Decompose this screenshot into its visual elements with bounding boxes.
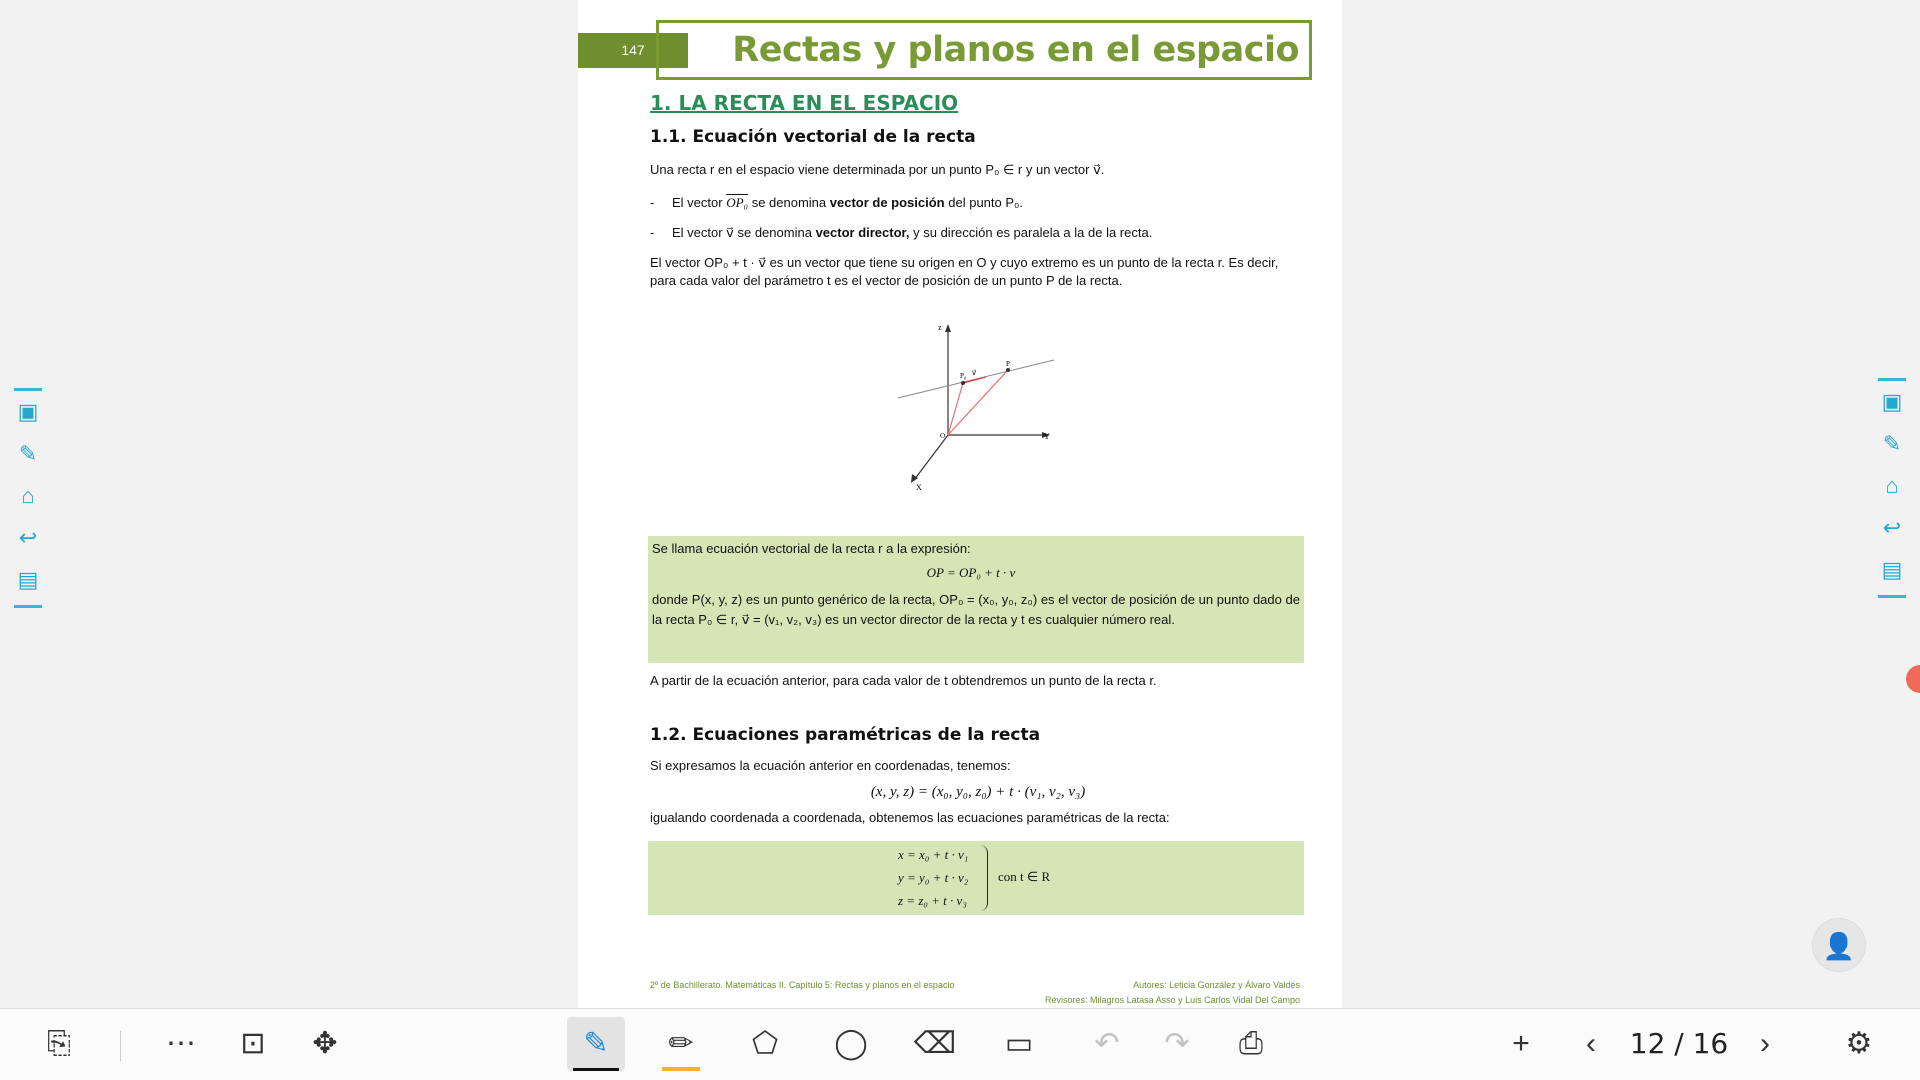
screenshot-icon[interactable]: ⎙	[1239, 1027, 1263, 1060]
brace	[980, 845, 988, 911]
undo-icon[interactable]: ↩	[18, 525, 38, 550]
page-footer-2	[650, 995, 1300, 1005]
footer-authors: Autores: Leticia González y Álvaro Valdés	[1133, 980, 1300, 990]
bullet-list	[650, 194, 1306, 242]
sub2-formula: (x, y, z) = (x₀, y₀, z₀) + t · (v₁, v₂, v₃)	[870, 784, 1086, 800]
document-page	[578, 0, 1342, 1008]
vector-v	[963, 377, 986, 383]
home-icon[interactable]: ⌂	[1885, 473, 1899, 498]
sub2-line2: igualando coordenada a coordenada, obtenemos las ecuaciones paramétricas de la recta:	[650, 810, 1170, 825]
redo-button-icon[interactable]: ↷	[1164, 1027, 1190, 1060]
left-side-toolbar	[8, 388, 48, 608]
subsection-1-title: 1.1. Ecuación vectorial de la recta	[650, 127, 976, 147]
label-p: P	[1006, 360, 1010, 368]
page-number: 147	[578, 33, 688, 68]
label-v: v⃗	[972, 369, 977, 377]
floating-record-dot[interactable]	[1906, 665, 1920, 693]
box1-description: donde P(x, y, z) es un punto genérico de la recta, OP₀ = (x₀, y₀, z₀) es el vector de posición de un punto dado de la recta P₀ ∈ r, v⃗ = (v₁, v₂, v₃) es un vector director de la recta y t es cualquier número real.	[652, 592, 1300, 627]
subsection-2-text	[650, 757, 1306, 827]
add-page-icon[interactable]: +	[1512, 1027, 1530, 1060]
subsection-2	[650, 726, 1306, 744]
label-o: O	[940, 432, 946, 440]
pen-icon[interactable]: ✎	[1882, 431, 1902, 456]
user-icon[interactable]: 👤	[1812, 918, 1866, 972]
chapter-title-box	[656, 20, 1312, 80]
highlighter-color-bar	[662, 1067, 700, 1071]
highlighter-icon[interactable]: ✏	[652, 1017, 710, 1071]
bullet-1-text-c: del punto P₀.	[948, 195, 1024, 210]
bottom-toolbar	[0, 1008, 1920, 1080]
bullet-1-text-a: El vector	[672, 195, 723, 210]
pen-tool-icon[interactable]: ✎	[567, 1017, 625, 1071]
side-handle-bottom[interactable]	[1878, 595, 1906, 598]
settings-icon[interactable]: ⚙	[1845, 1027, 1873, 1060]
bullet-2	[650, 224, 1306, 242]
after-box-line: A partir de la ecuación anterior, para cada valor de t obtendremos un punto de la recta r.	[650, 673, 1157, 688]
undo-icon[interactable]: ↩	[1882, 515, 1902, 540]
side-handle-bottom[interactable]	[14, 605, 42, 608]
more-icon[interactable]: ⋯	[166, 1027, 196, 1060]
whiteboard-icon[interactable]: ▣	[17, 399, 39, 424]
move-icon[interactable]: ✥	[312, 1027, 338, 1060]
whiteboard-tool-icon[interactable]: ▭	[1004, 1027, 1034, 1060]
bullet-2-text-a: El vector v⃗ se denomina	[672, 225, 812, 240]
param-eq-y: y = y₀ + t · v₂	[898, 870, 969, 885]
box1-formula: OP = OP₀ + t · v⃗	[926, 565, 1026, 580]
subsection-1	[650, 128, 1306, 146]
label-x: X	[916, 483, 922, 492]
box1-intro: Se llama ecuación vectorial de la recta r a la expresión:	[652, 541, 971, 556]
undo-button-icon[interactable]: ↶	[1094, 1027, 1120, 1060]
x-axis	[914, 435, 948, 480]
prev-page-icon[interactable]: ‹	[1586, 1027, 1596, 1060]
lasso-icon[interactable]: ◯	[834, 1027, 868, 1060]
param-eq-x: x = x₀ + t · v₁	[898, 847, 969, 862]
param-condition: con t ∈ R	[998, 869, 1051, 884]
intro-line: Una recta r en el espacio viene determinada por un punto P₀ ∈ r y un vector v⃗.	[650, 162, 1105, 177]
label-y: Y	[1044, 432, 1050, 441]
home-icon[interactable]: ⌂	[21, 483, 35, 508]
whiteboard-icon[interactable]: ▣	[1881, 389, 1903, 414]
param-eq-z: z = z₀ + t · v₃	[898, 893, 967, 908]
bullet-1-text-b: se denomina	[751, 195, 827, 210]
bullet-1	[650, 194, 1306, 212]
footer-reviewers: Revisores: Milagros Latasa Asso y Luis Carlos Vidal Del Campo	[1045, 995, 1300, 1005]
paragraph-1-text: El vector OP₀ + t · v⃗ es un vector que tiene su origen en O y cuyo extremo es un punto de la recta r. Es decir, para cada valor del parámetro t es el vector de posición de un punto P de la recta.	[650, 255, 1279, 288]
vector-equation-box	[648, 536, 1304, 663]
bullet-2-text-c: y su dirección es paralela a la de la recta.	[913, 225, 1153, 240]
label-z: z	[938, 323, 942, 332]
bullet-1-bold: vector de posición	[829, 195, 945, 210]
toolbar-separator	[120, 1031, 121, 1061]
ppt-icon[interactable]: ▤	[1881, 557, 1903, 582]
pen-icon[interactable]: ✎	[18, 441, 38, 466]
param-equations	[898, 843, 968, 912]
ppt-icon[interactable]: ▤	[17, 567, 39, 592]
footer-left: 2º de Bachillerato. Matemáticas II. Capítulo 5: Rectas y planos en el espacio	[650, 980, 955, 990]
subsection-2-title: 1.2. Ecuaciones paramétricas de la recta	[650, 725, 1041, 745]
point-p	[1006, 368, 1010, 372]
paragraph-1	[650, 254, 1306, 290]
bullet-2-bold: vector director,	[815, 225, 910, 240]
page-footer	[650, 980, 1300, 990]
next-page-icon[interactable]: ›	[1760, 1027, 1770, 1060]
intro-text	[650, 161, 1306, 179]
point-p0	[961, 381, 965, 385]
page-indicator: 12 / 16	[1629, 1027, 1729, 1060]
after-box-text	[650, 672, 1306, 690]
section-heading-wrap	[650, 91, 1306, 115]
eraser-icon[interactable]: ⌫	[913, 1027, 957, 1060]
sub2-line1: Si expresamos la ecuación anterior en coordenadas, tenemos:	[650, 758, 1011, 773]
exit-annotation-icon[interactable]: ⎘	[47, 1027, 71, 1060]
chapter-title: Rectas y planos en el espacio	[732, 30, 1299, 70]
label-p0: P₀	[960, 372, 967, 380]
select-icon[interactable]: ⊡	[240, 1027, 266, 1060]
bullet-1-vector: OP₀	[726, 195, 749, 210]
right-side-toolbar	[1872, 378, 1912, 598]
parametric-equations-box	[648, 841, 1304, 915]
section-heading: 1. LA RECTA EN EL ESPACIO	[650, 91, 959, 115]
line-in-space-figure	[878, 320, 1078, 505]
shape-icon[interactable]: ⬠	[751, 1027, 779, 1060]
